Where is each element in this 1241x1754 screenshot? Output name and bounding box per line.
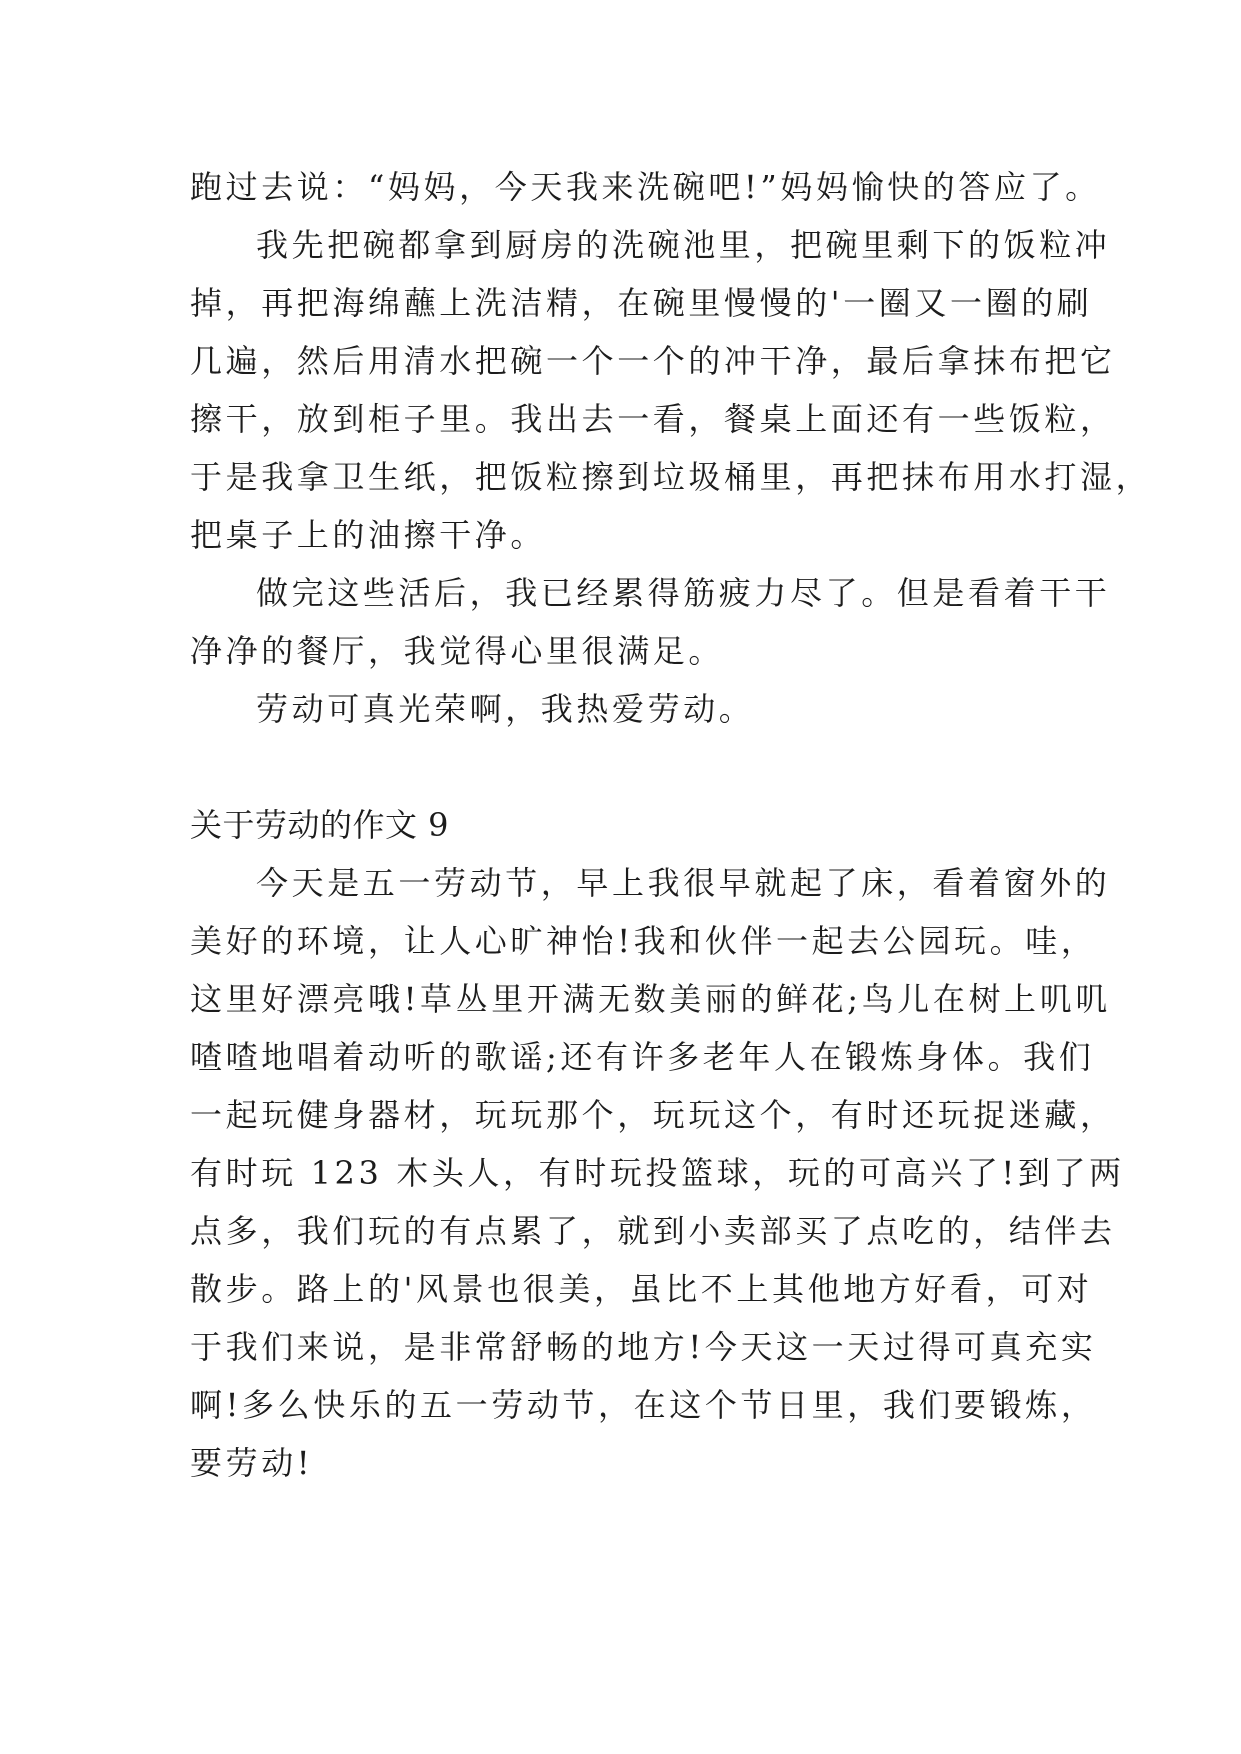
paragraph-tired (190, 564, 1111, 680)
text-line: 把桌子上的油擦干净。 (190, 516, 547, 554)
text-line: 点多，我们玩的有点累了，就到小卖部买了点吃的，结伴去 (190, 1212, 1116, 1250)
text-line: 掉，再把海绵蘸上洗洁精，在碗里慢慢的'一圈又一圈的刷 (190, 284, 1093, 322)
text-line: 散步。路上的'风景也很美，虽比不上其他地方好看，可对 (190, 1270, 1093, 1308)
text-line: 一起玩健身器材，玩玩那个，玩玩这个，有时还玩捉迷藏， (190, 1096, 1116, 1134)
paragraph-labor-day (190, 854, 1125, 1492)
document-body (190, 158, 1152, 1492)
text-line: 这里好漂亮哦!草丛里开满无数美丽的鲜花;鸟儿在树上叽叽 (190, 980, 1111, 1018)
text-line: 我先把碗都拿到厨房的洗碗池里，把碗里剩下的饭粒冲 (256, 226, 1111, 264)
text-line: 美好的环境，让人心旷神怡!我和伙伴一起去公园玩。哇， (190, 922, 1097, 960)
text-line: 跑过去说：“妈妈，今天我来洗碗吧!”妈妈愉快的答应了。 (190, 168, 1101, 206)
text-line: 今天是五一劳动节，早上我很早就起了床，看着窗外的 (256, 864, 1111, 902)
text-line: 擦干，放到柜子里。我出去一看，餐桌上面还有一些饭粒， (190, 400, 1116, 438)
text-line: 啊!多么快乐的五一劳动节，在这个节日里，我们要锻炼， (190, 1386, 1097, 1424)
text-line: 几遍，然后用清水把碗一个一个的冲干净，最后拿抹布把它 (190, 342, 1116, 380)
paragraph-conclusion (190, 680, 1070, 738)
text-line: 劳动可真光荣啊，我热爱劳动。 (256, 690, 755, 728)
text-line: 于我们来说，是非常舒畅的地方!今天这一天过得可真充实 (190, 1328, 1097, 1366)
text-line: 要劳动! (190, 1444, 314, 1482)
paragraph-continuation (190, 158, 1101, 216)
text-line: 做完这些活后，我已经累得筋疲力尽了。但是看着干干 (256, 574, 1111, 612)
section-heading: 关于劳动的作文 9 (190, 806, 450, 844)
text-line: 喳喳地唱着动听的歌谣;还有许多老年人在锻炼身体。我们 (190, 1038, 1095, 1076)
paragraph-washing-dishes (190, 216, 1152, 564)
text-line: 净净的餐厅，我觉得心里很满足。 (190, 632, 725, 670)
text-line: 于是我拿卫生纸，把饭粒擦到垃圾桶里，再把抹布用水打湿， (190, 458, 1152, 496)
section-spacer (190, 738, 1070, 796)
text-line: 有时玩 123 木头人，有时玩投篮球，玩的可高兴了!到了两 (190, 1154, 1125, 1192)
